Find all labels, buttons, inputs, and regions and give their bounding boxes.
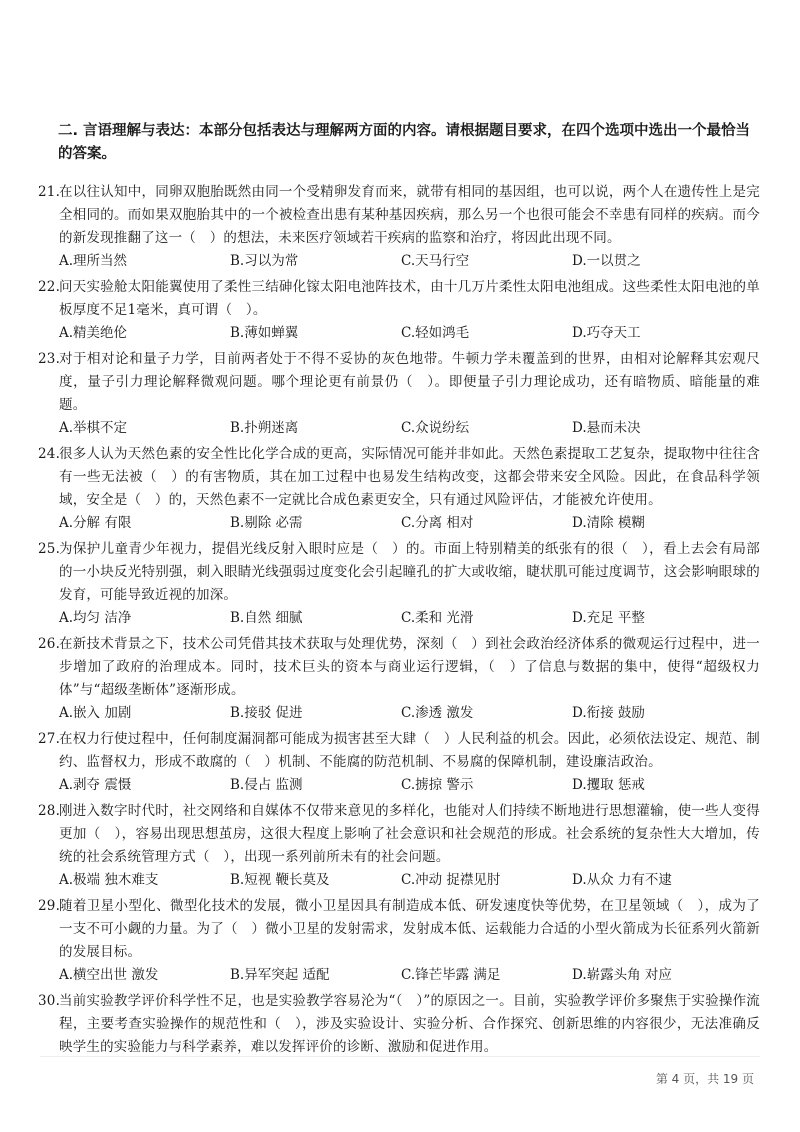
question-number: 27.: [38, 731, 61, 747]
question-stem: [38, 538, 760, 607]
question-number: 21.: [38, 184, 61, 200]
question-stem: [38, 895, 760, 964]
option-d: D.从众 力有不逮: [572, 872, 672, 888]
question-item: [38, 538, 760, 630]
question-number: 25.: [38, 541, 61, 557]
question-text: 在以往认知中，同卵双胞胎既然由同一个受精卵发育而来，就带有相同的基因组，也可以说，两个人在遗传性上是完全相同的。而如果双胞胎其中的一个被检查出患有某种基因疾病，那么另一个也很可能会不幸患有同样的疾病。而今的新发现推翻了这一（ ）的想法，未来医疗领域若干疾病的监察和治疗，将因此出现不同。: [59, 184, 760, 246]
option-d: D.清除 模糊: [572, 515, 645, 531]
footer-divider: [40, 1056, 760, 1057]
option-d: D.巧夺天工: [572, 325, 641, 341]
question-text: 很多人认为天然色素的安全性比化学合成的更高，实际情况可能并非如此。天然色素提取工艺复杂，提取物中往往含有一些无法被（ ）的有害物质，其在加工过程中也易发生结构改变，这都会带来安全风险。因此，在食品科学领域，安全是（ ）的，天然色素不一定就比合成色素更安全，只有通过风险评估，才能被允许使用。: [59, 446, 760, 508]
option-b: B.异军突起 适配: [230, 967, 330, 983]
question-stem: [38, 276, 760, 322]
option-d: D.一以贯之: [572, 253, 641, 269]
question-number: 22.: [38, 279, 61, 295]
option-a: A.理所当然: [59, 253, 128, 269]
question-item: [38, 443, 760, 535]
question-stem: [38, 800, 760, 869]
option-row: [38, 964, 760, 987]
question-number: 26.: [38, 636, 61, 652]
question-text: 在权力行使过程中，任何制度漏洞都可能成为损害甚至大肆（ ）人民利益的机会。因此，必须依法设定、规范、制约、监督权力，形成不敢腐的（ ）机制、不能腐的防范机制、不易腐的保障机制，建设廉洁政治。: [59, 731, 760, 770]
option-b: B.自然 细腻: [230, 610, 303, 626]
option-a: A.精美绝伦: [59, 325, 128, 341]
option-a: A.举棋不定: [59, 420, 128, 436]
option-row: [38, 774, 760, 797]
option-b: B.剔除 必需: [230, 515, 303, 531]
question-stem: [38, 728, 760, 774]
question-stem: [38, 181, 760, 250]
option-d: D.攫取 惩戒: [572, 777, 645, 793]
question-item: [38, 276, 760, 345]
option-a: A.分解 有限: [59, 515, 132, 531]
question-stem: [38, 443, 760, 512]
question-stem: [38, 990, 760, 1059]
option-b: B.短视 鞭长莫及: [230, 872, 330, 888]
page-number: 第 4 页，共 19 页: [655, 1072, 754, 1086]
option-c: C.锋芒毕露 满足: [401, 967, 501, 983]
option-b: B.薄如蝉翼: [230, 325, 299, 341]
option-row: [38, 322, 760, 345]
option-c: C.掳掠 警示: [401, 777, 474, 793]
question-text: 随着卫星小型化、微型化技术的发展，微小卫星因具有制造成本低、研发速度快等优势，在卫星领域（ ），成为了一支不可小觑的力量。为了（ ）微小卫星的发射需求，发射成本低、运载能力合适的小型火箭成为长征系列火箭新的发展目标。: [59, 898, 760, 960]
question-item: [38, 181, 760, 273]
option-c: C.轻如鸿毛: [401, 325, 470, 341]
section-title: 二. 言语理解与表达：本部分包括表达与理解两方面的内容。请根据题目要求，在四个选项中选出一个最恰当的答案。: [58, 123, 751, 162]
option-b: B.侵占 监测: [230, 777, 303, 793]
option-c: C.天马行空: [401, 253, 470, 269]
question-number: 30.: [38, 993, 61, 1009]
question-number: 29.: [38, 898, 61, 914]
question-item: [38, 800, 760, 892]
question-stem: [38, 348, 760, 417]
option-d: D.衔接 鼓励: [572, 705, 645, 721]
option-d: D.悬而未决: [572, 420, 641, 436]
question-text: 当前实验教学评价科学性不足，也是实验教学容易沦为“（ ）”的原因之一。目前，实验教学评价多聚焦于实验操作流程，主要考查实验操作的规范性和（ ），涉及实验设计、实验分析、合作探究、创新思维的内容很少，无法准确反映学生的实验能力与科学素养，难以发挥评价的诊断、激励和促进作用。: [59, 993, 760, 1055]
option-c: C.众说纷纭: [401, 420, 470, 436]
option-b: B.接驳 促进: [230, 705, 303, 721]
option-row: [38, 702, 760, 725]
option-b: B.习以为常: [230, 253, 299, 269]
option-row: [38, 869, 760, 892]
question-text: 对于相对论和量子力学，目前两者处于不得不妥协的灰色地带。牛顿力学未覆盖到的世界，由相对论解释其宏观尺度，量子引力理论解释微观问题。哪个理论更有前景仍（ ）。即便量子引力理论成功，还有暗物质、暗能量的难题。: [59, 351, 760, 413]
option-a: A.嵌入 加剧: [59, 705, 132, 721]
question-item: [38, 348, 760, 440]
question-number: 28.: [38, 803, 61, 819]
question-item: [38, 895, 760, 987]
option-a: A.极端 独木难支: [59, 872, 159, 888]
option-c: C.冲动 捉襟见肘: [401, 872, 501, 888]
option-c: C.柔和 光滑: [401, 610, 474, 626]
option-b: B.扑朔迷离: [230, 420, 299, 436]
question-stem: [38, 633, 760, 702]
question-number: 24.: [38, 446, 61, 462]
question-text: 在新技术背景之下，技术公司凭借其技术获取与处理优势，深刻（ ）到社会政治经济体系的微观运行过程中，进一步增加了政府的治理成本。同时，技术巨头的资本与商业运行逻辑，（ ）了信息与数据的集中，使得“超级权力体”与“超级垄断体”逐渐形成。: [59, 636, 760, 698]
option-a: A.剥夺 震慑: [59, 777, 132, 793]
question-item: [38, 633, 760, 725]
option-a: A.横空出世 激发: [59, 967, 159, 983]
option-c: C.分离 相对: [401, 515, 474, 531]
option-row: [38, 250, 760, 273]
option-row: [38, 417, 760, 440]
option-row: [38, 512, 760, 535]
question-text: 刚进入数字时代时，社交网络和自媒体不仅带来意见的多样化，也能对人们持续不断地进行思想灌输，使一些人变得更加（ ），容易出现思想茧房，这很大程度上影响了社会意识和社会规范的形成。社会系统的复杂性大大增加，传统的社会系统管理方式（ ），出现一系列前所未有的社会问题。: [59, 803, 760, 865]
question-text: 为保护儿童青少年视力，提倡光线反射入眼时应是（ ）的。市面上特别精美的纸张有的很（ ），看上去会有局部的一小块反光特别强，刺入眼睛光线强弱过度变化会引起瞳孔的扩大或收缩，睫状肌可能过度调节，这会影响眼球的发育，可能导致近视的加深。: [59, 541, 760, 603]
question-number: 23.: [38, 351, 61, 367]
question-item: [38, 728, 760, 797]
question-text: 问天实验舱太阳能翼使用了柔性三结砷化镓太阳电池阵技术，由十几万片柔性太阳电池组成。这些柔性太阳电池的单板厚度不足1毫米，真可谓（ ）。: [59, 279, 760, 318]
option-d: D.崭露头角 对应: [572, 967, 672, 983]
option-c: C.渗透 激发: [401, 705, 474, 721]
option-d: D.充足 平整: [572, 610, 645, 626]
question-item: [38, 990, 760, 1059]
option-row: [38, 607, 760, 630]
option-a: A.均匀 洁净: [59, 610, 132, 626]
question-list: [38, 181, 760, 1059]
